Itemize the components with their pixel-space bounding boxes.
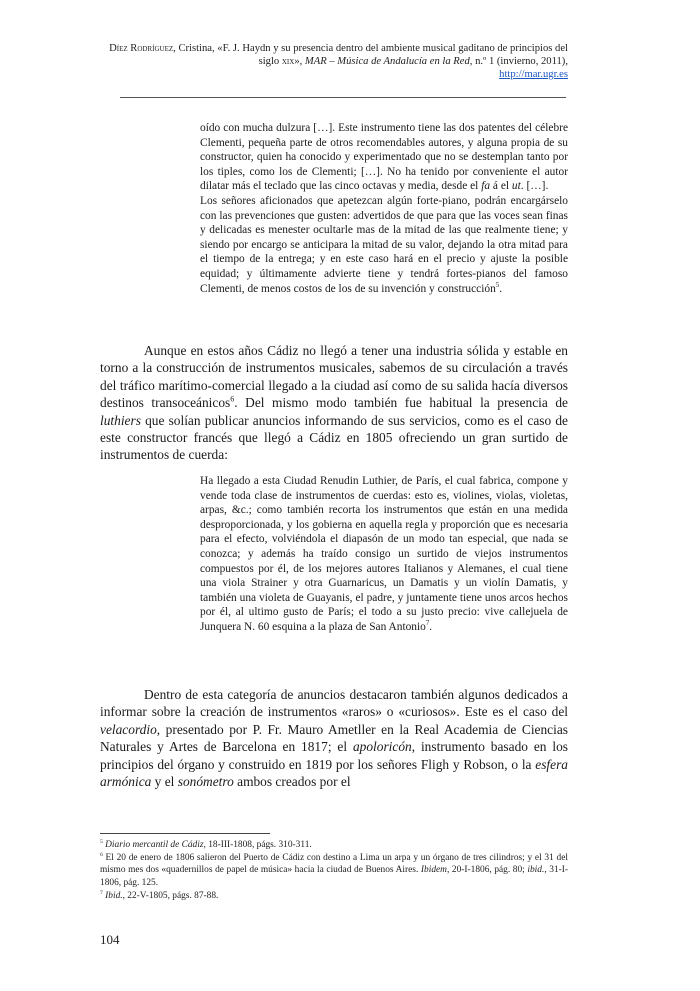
quote1-paragraph-2: Los señores aficionados que apetezcan algún forte-piano, podrán encargárselo con las prevenciones que gusten: advertidos de que para que las voces sean finas y delicadas es menester ocultarle mas de la mitad de las que realmente tiene; y siendo por encargo se anticipara la mitad de su valor, dejando la otra mitad para el tiempo de la entrega; y en este caso hará en el precio y ajuste la posible equidad; y últimamente advierte tiene y tendrá fortes-pianos del famoso Clementi, de menos costos de los de su invención y construcción$^5$. <box>200 194 568 295</box>
footnote-7: $^7$ Ibid., 22-V-1805, págs. 87-88. <box>100 889 219 901</box>
footnote-ref-5[interactable]: 5 <box>495 281 500 289</box>
journal-url-link[interactable]: http://mar.ugr.es <box>499 69 568 80</box>
block-quote-advertisement-2: Ha llegado a esta Ciudad Renudin Luthier, de París, el cual fabrica, compone y vende toda clase de instrumentos de cuerdas: esto es, violines, violas, violetas, arpas, &c.; como también recorta los instrumentos que están en una medida desproporcionada, y los gobierna en aquella regla y proporción que es necesaria para el efecto, volviéndola el diapasón de un modo tan especial, que nada se conozca; y además ha traído consigo un surtido de viejos instrumentos compuestos por él, de los mejores autores Italianos y Alemanes, el cual tiene una viola Strainer y otra Guarnaricus, un Damatis y un violín Damatis, y también una violeta de Guayanis, el padre, y juntamente tiene unos arcos hechos por él, al ultimo gusto de París; el todo a su justo precio: vive callejuela de Junquera N. 60 esquina a la plaza de San Antonio$^7$. <box>200 475 568 633</box>
body-paragraph-2: Dentro de esta categoría de anuncios destacaron también algunos dedicados a informar sobre la creación de instrumentos «raros» o «curiosos». Este es el caso del velacordio, presentado por P. Fr. Mauro Ametller en la Real Academia de Ciencias Naturales y Artes de Barcelona en 1817; el apoloricón, instrumento basado en los principios del órgano y construido en 1819 por los señores Fligh y Robson, o la esfera armónica y el sonómetro ambos creados por el <box>100 687 568 790</box>
header-citation: , Cristina, «F. J. Haydn y su presencia dentro del ambiente musical gaditano de principios del siglo <box>173 43 568 67</box>
header-author: Díez Rodríguez <box>109 43 174 54</box>
header-divider <box>120 97 566 98</box>
block-quote-advertisement-1 <box>200 121 568 296</box>
header-journal: MAR – Música de Andalucía en la Red <box>304 56 470 67</box>
footnote-ref-7[interactable]: 7 <box>425 620 430 628</box>
header-issue: , n.º 1 (invierno, 2011), <box>469 56 568 67</box>
page-number: 104 <box>100 932 120 947</box>
quote1-paragraph-1: oído con mucha dulzura […]. Este instrumento tiene las dos patentes del célebre Clementi, pequeña parte de otros recomendables autores, y alguna propia de su constructor, quien ha conocido y experimentado que no se destemplan tanto por los tiples, como los de Clementi; […]. No ha tenido por conveniente el autor dilatar más el teclado que las cinco octavas y media, desde el fa á el ut. […]. <box>200 122 568 193</box>
running-header <box>100 42 568 81</box>
body-paragraph-1: Aunque en estos años Cádiz no llegó a tener una industria sólida y estable en torno a la construcción de instrumentos musicales, sabemos de su circulación a través del tráfico marítimo-comercial llegado a la ciudad así como de su salida hacía diversos destinos transoceánicos$^6$. Del mismo modo también fue habitual la presencia de luthiers que solían publicar anuncios informando de sus servicios, como es el caso de este constructor francés que llegó a Cádiz en 1805 ofreciendo un gran surtido de instrumentos de cuerda: <box>100 343 569 463</box>
footnote-5: $^5$ Diario mercantil de Cádiz, 18-III-1808, págs. 310-311. <box>100 838 312 850</box>
footnote-ref-6[interactable]: 6 <box>230 394 235 404</box>
footnote-divider <box>100 833 270 834</box>
header-century: xix <box>281 56 295 67</box>
footnote-6: $^6$ El 20 de enero de 1806 salieron del Puerto de Cádiz con destino a Lima un arpa y un órgano de tres cilindros; y el 31 del mismo mes dos «quadernillos de papel de música» hacia la ciudad de Buenos Aires. Ibidem, 20-I-1806, pág. 80; ibid., 31-I-1806, pág. 125. <box>100 851 568 888</box>
footnotes <box>100 839 568 903</box>
header-citation-close: », <box>294 56 305 67</box>
